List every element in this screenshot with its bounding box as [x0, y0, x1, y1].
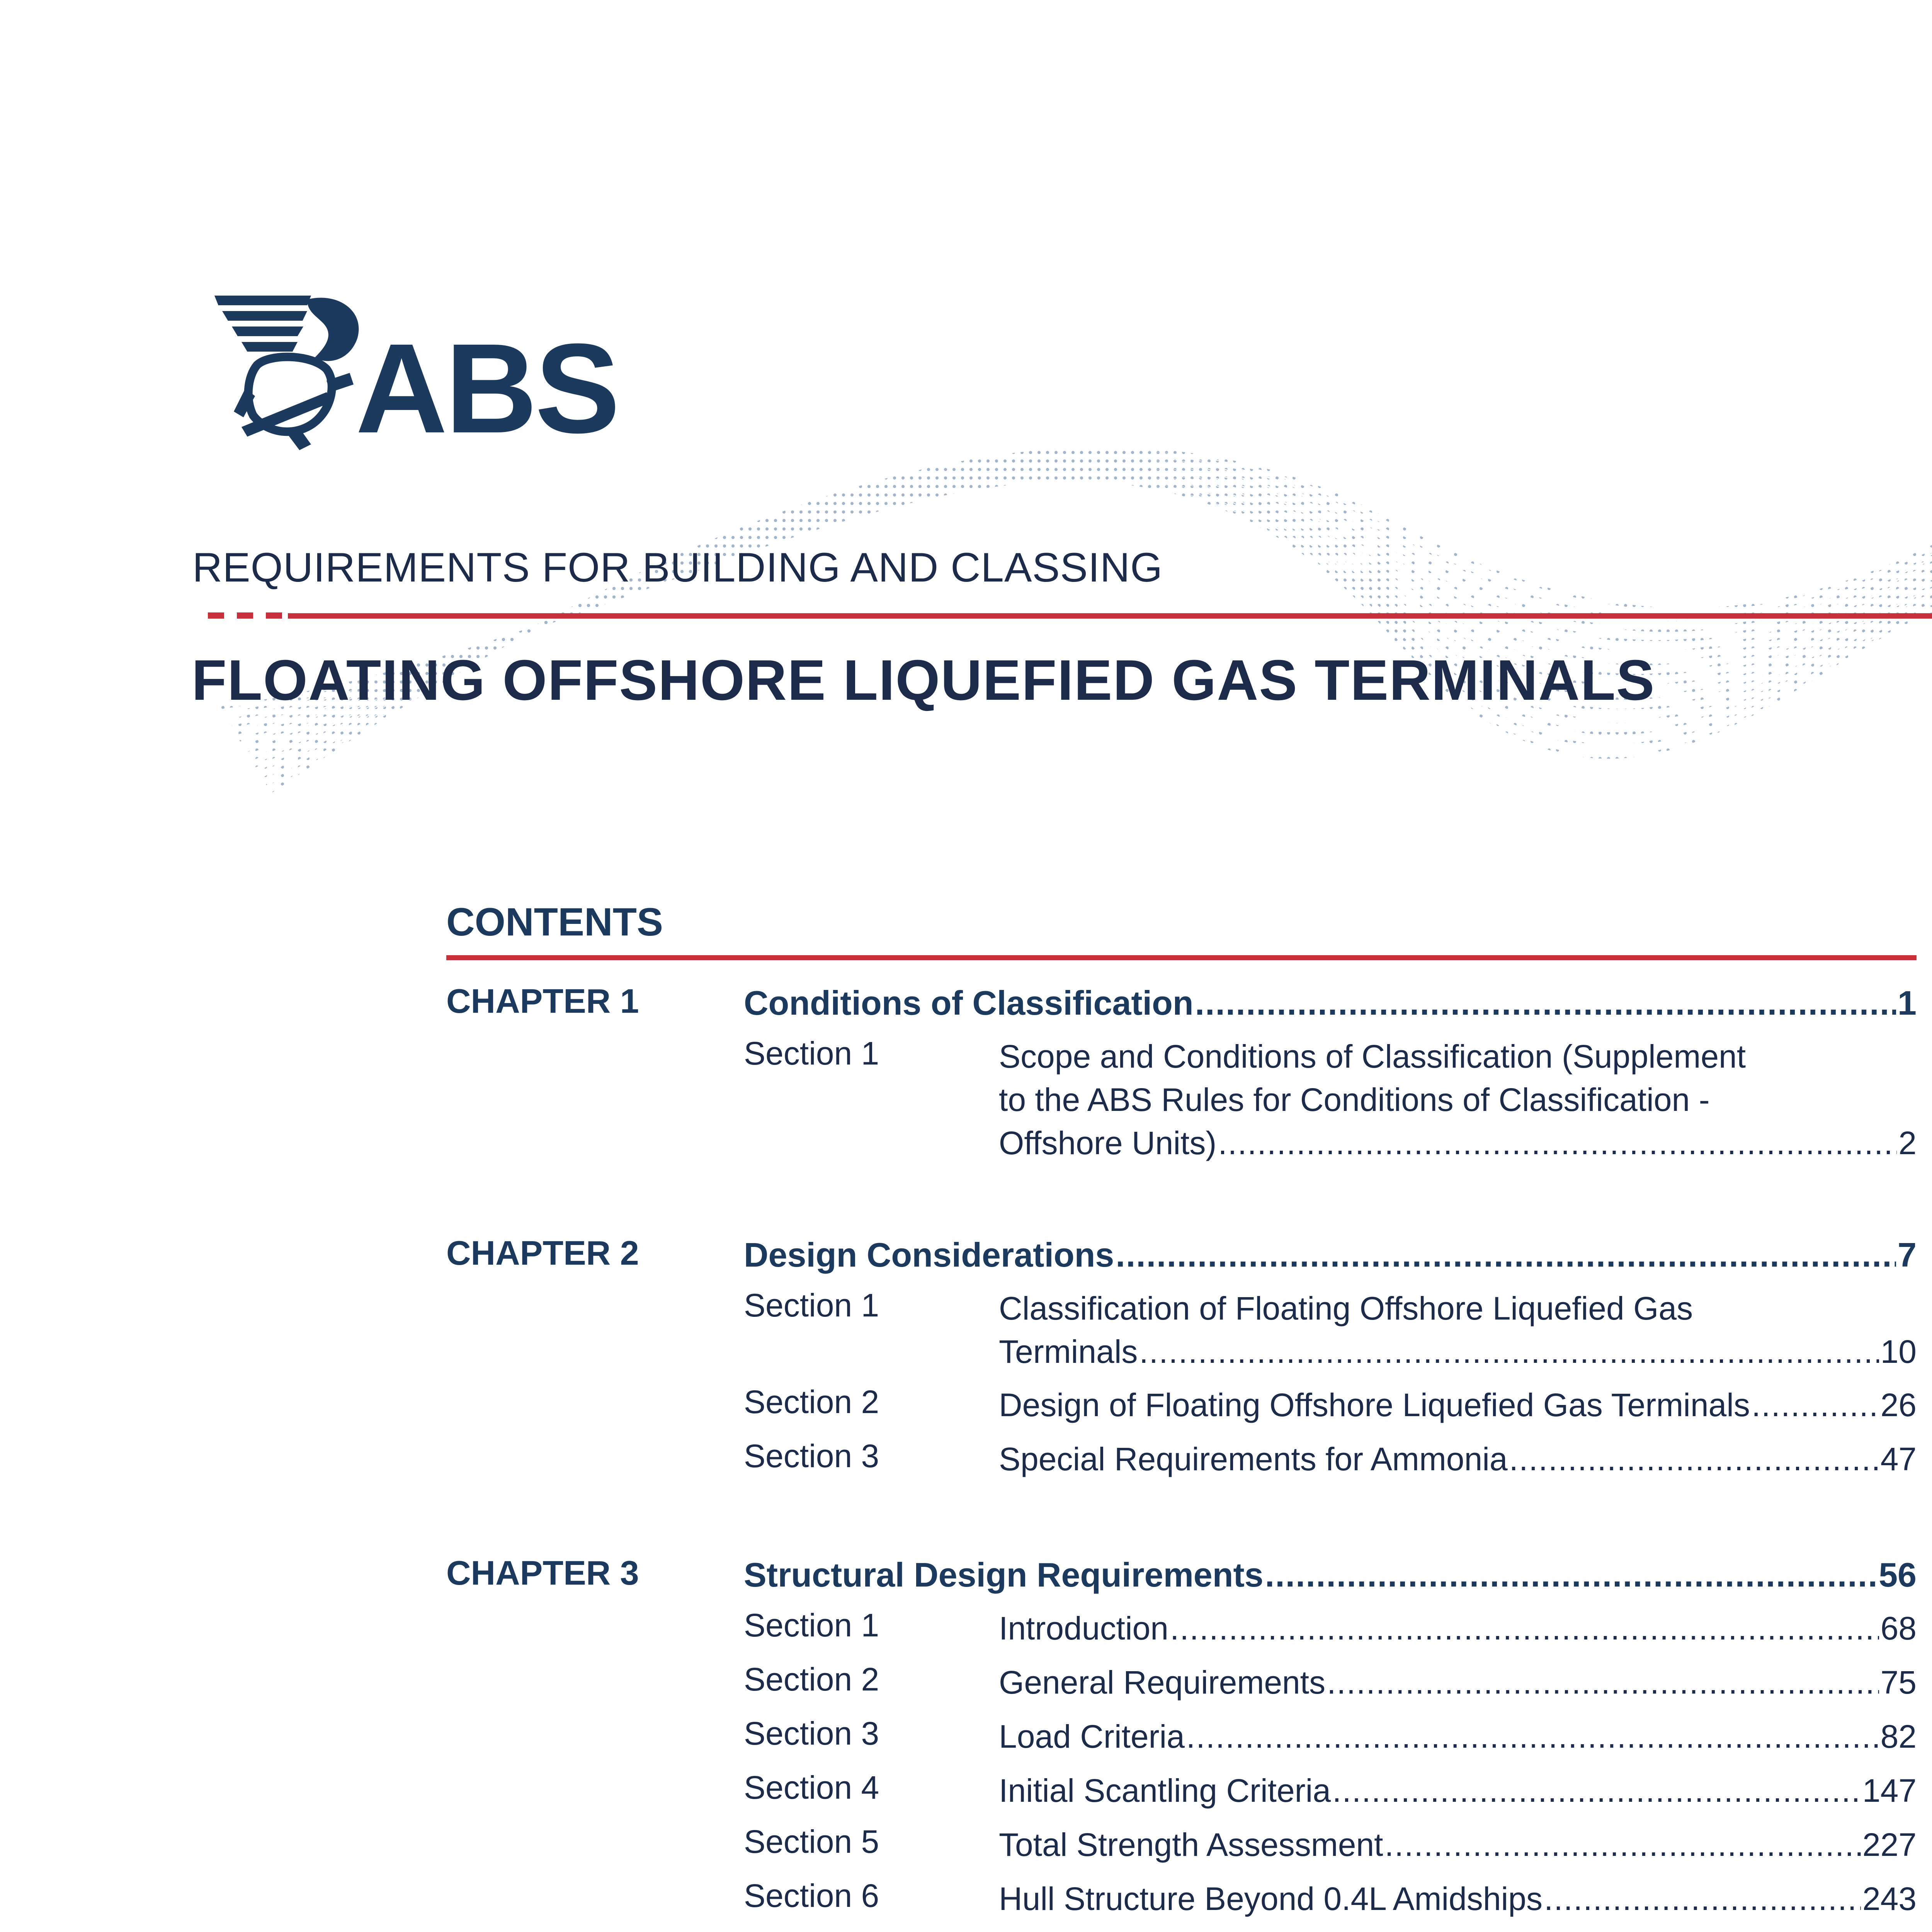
dash: [237, 612, 253, 619]
entry-title-text: Special Requirements for Ammonia: [999, 1441, 1508, 1477]
entry-page: 147: [1862, 1772, 1917, 1809]
entry-page: 68: [1880, 1610, 1917, 1646]
entry-page: 75: [1880, 1664, 1917, 1701]
entry-title-text: Offshore Units): [999, 1125, 1217, 1161]
leader-dots: [1752, 1383, 1879, 1427]
entry-title-text: Scope and Conditions of Classification (Supplement: [999, 1038, 1746, 1075]
entry-label: Section 6: [744, 1878, 879, 1914]
entry-label: Section 5: [744, 1823, 879, 1860]
leader-dots: [1544, 1877, 1861, 1920]
entry-page: 82: [1880, 1718, 1917, 1755]
entry-title-text: Terminals: [999, 1333, 1138, 1370]
chapter-page: 1: [1898, 984, 1917, 1022]
entry-label: Section 3: [744, 1715, 879, 1752]
entry-title-text: Introduction: [999, 1610, 1168, 1646]
abs-logo: [211, 288, 643, 459]
entry-label: Section 2: [744, 1384, 879, 1420]
leader-dots: [1170, 1607, 1879, 1650]
entry-page: 227: [1862, 1827, 1917, 1863]
entry-label: Section 1: [744, 1607, 879, 1643]
document-title: FLOATING OFFSHORE LIQUEFIED GAS TERMINALS: [192, 648, 1655, 712]
entry-label: Section 4: [744, 1769, 879, 1806]
dash: [266, 612, 282, 619]
entry-title-text: Total Strength Assessment: [999, 1827, 1383, 1863]
leader-dots: [1116, 1233, 1896, 1277]
entry-label: Section 1: [744, 1035, 879, 1071]
chapter-title: Structural Design Requirements: [744, 1556, 1264, 1594]
entry-body: [999, 1769, 1917, 1812]
entry-body: [999, 1437, 1917, 1481]
chapter-page: 7: [1898, 1236, 1917, 1274]
entry-body: [999, 1715, 1917, 1758]
abs-wordmark: ABS: [355, 317, 618, 459]
title-rule: [288, 613, 1932, 619]
entry-title-text: to the ABS Rules for Conditions of Classification -: [999, 1082, 1710, 1118]
chapter-title: Design Considerations: [744, 1236, 1114, 1274]
entry-page: 47: [1880, 1441, 1917, 1477]
contents-rule: [446, 955, 1917, 960]
entry-title-text: General Requirements: [999, 1664, 1326, 1701]
entry-label: Section 3: [744, 1438, 879, 1474]
document-overtitle: REQUIREMENTS FOR BUILDING AND CLASSING: [192, 544, 1163, 590]
chapter-label: CHAPTER 1: [446, 982, 639, 1020]
dash: [208, 612, 224, 619]
leader-dots: [1332, 1769, 1861, 1812]
leader-dots: [1186, 1715, 1879, 1758]
wave-line: [255, 458, 1932, 766]
entry-body: [999, 1035, 1917, 1165]
entry-body: [999, 1823, 1917, 1866]
entry-label: Section 2: [744, 1661, 879, 1697]
leader-dots: [1139, 1330, 1879, 1373]
contents-heading: CONTENTS: [446, 900, 663, 944]
entry-page: 2: [1898, 1125, 1917, 1161]
chapter-label: CHAPTER 3: [446, 1554, 639, 1592]
entry-title-text: Design of Floating Offshore Liquefied Gas Terminals: [999, 1387, 1750, 1423]
chapter-label: CHAPTER 2: [446, 1234, 639, 1272]
table-of-contents: [446, 900, 1917, 1917]
entry-body: [999, 1287, 1917, 1373]
eagle-icon: [211, 288, 373, 454]
entry-title-text: Hull Structure Beyond 0.4L Amidships: [999, 1881, 1543, 1917]
chapter-title-link[interactable]: [744, 1553, 1917, 1597]
entry-title-text: Load Criteria: [999, 1718, 1185, 1755]
entry-page: 26: [1880, 1387, 1917, 1423]
entry-title-text: Initial Scantling Criteria: [999, 1772, 1331, 1809]
chapter-title: Conditions of Classification: [744, 984, 1194, 1022]
leader-dots: [1265, 1553, 1877, 1597]
leader-dots: [1509, 1437, 1879, 1481]
entry-page: 10: [1880, 1333, 1917, 1370]
entry-body: [999, 1661, 1917, 1704]
entry-page: 243: [1862, 1881, 1917, 1917]
entry-body: [999, 1383, 1917, 1427]
entry-body: [999, 1607, 1917, 1650]
leader-dots: [1195, 981, 1896, 1025]
entry-label: Section 1: [744, 1287, 879, 1323]
leader-dots: [1327, 1661, 1879, 1704]
chapter-page: 56: [1879, 1556, 1917, 1594]
leader-dots: [1385, 1823, 1861, 1866]
chapter-title-link[interactable]: [744, 981, 1917, 1025]
leader-dots: [1218, 1121, 1897, 1165]
chapter-title-link[interactable]: [744, 1233, 1917, 1277]
entry-body: [999, 1877, 1917, 1920]
entry-title-text: Classification of Floating Offshore Liquefied Gas: [999, 1290, 1693, 1327]
